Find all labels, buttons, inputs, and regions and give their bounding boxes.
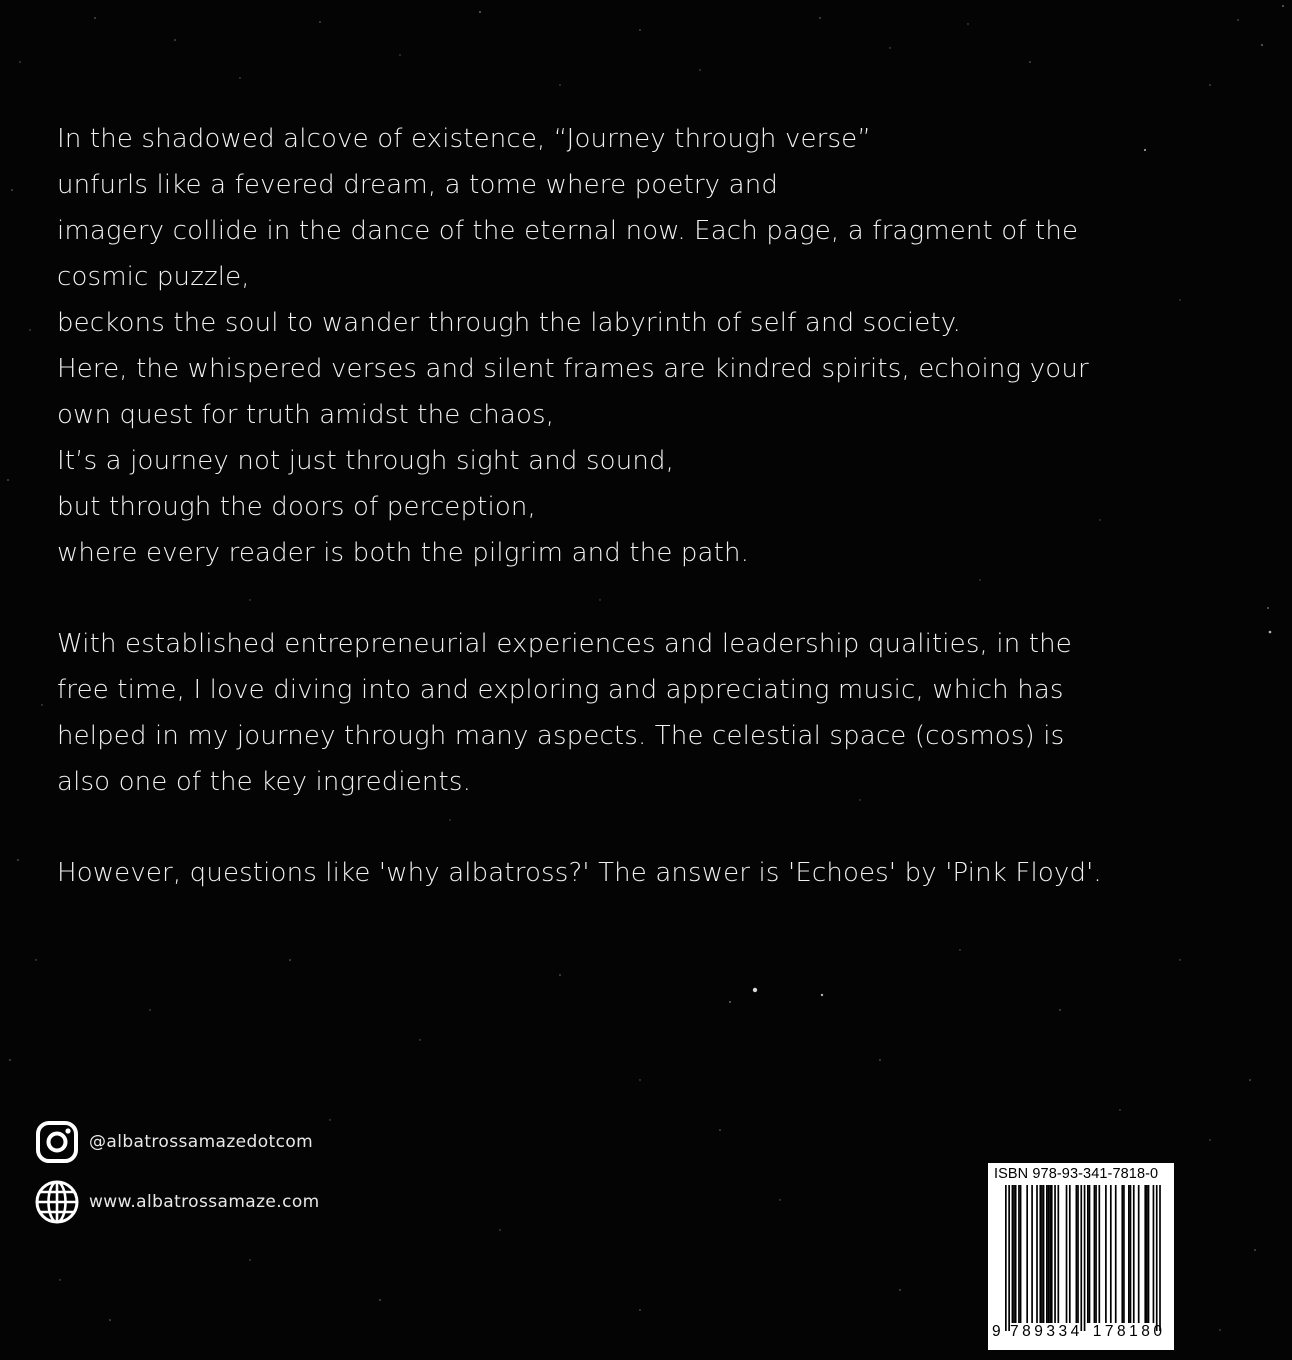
blurb-line: free time, I love diving into and exploring and appreciating music, which has [57, 675, 1064, 705]
barcode-bar [1039, 1185, 1041, 1323]
barcode-bar [1148, 1185, 1150, 1323]
barcode-bar [1066, 1185, 1068, 1323]
blurb-line: unfurls like a fevered dream, a tome where poetry and [57, 170, 778, 200]
blurb-paragraph-1 [57, 116, 1267, 576]
barcode-bar [1146, 1185, 1148, 1323]
globe-icon [34, 1179, 80, 1225]
blurb-line: In the shadowed alcove of existence, “Journey through verse” [57, 124, 871, 154]
barcode-bar [1046, 1185, 1048, 1323]
barcode-bar [1089, 1185, 1091, 1323]
website-url[interactable]: www.albatrossamaze.com [89, 1192, 320, 1212]
barcode-bar [1138, 1185, 1140, 1323]
social-links [34, 1118, 320, 1238]
blurb-line: also one of the key ingredients. [57, 767, 471, 797]
barcode-bar [1051, 1185, 1053, 1323]
blurb-line: It’s a journey not just through sight and sound, [57, 446, 675, 476]
blurb-line: Here, the whispered verses and silent frames are kindred spirits, echoing your [57, 354, 1089, 384]
barcode-bar [1043, 1185, 1045, 1323]
barcode-digits-left: 789334 [1010, 1323, 1083, 1340]
blurb-line: imagery collide in the dance of the eternal now. Each page, a fragment of the [57, 216, 1079, 246]
blurb-paragraph-2 [57, 621, 1267, 805]
instagram-icon [34, 1119, 80, 1165]
barcode-bar [1094, 1185, 1096, 1323]
barcode-bar [1110, 1185, 1112, 1323]
blurb-line: With established entrepreneurial experiences and leadership qualities, in the [57, 629, 1072, 659]
blurb-line: but through the doors of perception, [57, 492, 536, 522]
barcode-bar [1128, 1185, 1130, 1323]
instagram-handle[interactable]: @albatrossamazedotcom [89, 1132, 314, 1152]
barcode-bar [1036, 1185, 1038, 1323]
barcode-guard-bar [1005, 1185, 1007, 1331]
barcode-bar [1049, 1185, 1051, 1323]
blurb-paragraph-3 [57, 850, 1267, 896]
barcode-bar [1018, 1185, 1020, 1323]
isbn-label: ISBN 978-93-341-7818-0 [994, 1166, 1159, 1182]
barcode-bar [1026, 1185, 1028, 1323]
blurb-line: own quest for truth amidst the chaos, [57, 400, 555, 430]
barcode-bar [1087, 1185, 1089, 1323]
blurb-line: helped in my journey through many aspects. The celestial space (cosmos) is [57, 721, 1065, 751]
barcode-bar [1048, 1185, 1050, 1323]
barcode-bar [1057, 1185, 1059, 1323]
barcode-digit-first: 9 [992, 1323, 1001, 1340]
barcode-bar [1015, 1185, 1017, 1323]
isbn-barcode-box [988, 1163, 1174, 1350]
barcode-bar [1123, 1185, 1125, 1323]
blurb-line: where every reader is both the pilgrim and the path. [57, 538, 750, 568]
barcode-guard-bar [1159, 1185, 1161, 1331]
back-cover-blurb [57, 116, 1267, 896]
instagram-link[interactable] [34, 1118, 320, 1166]
barcode-digits-right: 178180 [1092, 1323, 1166, 1340]
barcode-bar [1031, 1185, 1033, 1323]
website-link[interactable] [34, 1178, 320, 1226]
barcode-digits [992, 1323, 1165, 1341]
barcode [988, 1163, 1174, 1350]
barcode-bar [1095, 1185, 1097, 1323]
barcode-bar [1012, 1185, 1014, 1323]
barcode-bar [1054, 1185, 1056, 1323]
barcode-guard-bar [1084, 1185, 1086, 1331]
blurb-line: However, questions like 'why albatross?' The answer is 'Echoes' by 'Pink Floyd'. [57, 858, 1102, 888]
barcode-bar [1041, 1185, 1043, 1323]
barcode-bar [1105, 1185, 1107, 1323]
barcode-bar [1130, 1185, 1132, 1323]
barcode-bar [1020, 1185, 1022, 1323]
barcode-bar [1153, 1185, 1155, 1323]
barcode-guard-bar [1008, 1185, 1010, 1331]
barcode-bar [1121, 1185, 1123, 1323]
barcode-bar [1013, 1185, 1015, 1323]
barcode-bar [1098, 1185, 1100, 1323]
blurb-line: cosmic puzzle, [57, 262, 250, 292]
barcode-bar [1144, 1185, 1146, 1323]
barcode-bar [1115, 1185, 1117, 1323]
barcode-bar [1133, 1185, 1135, 1323]
blurb-line: beckons the soul to wander through the labyrinth of self and society. [57, 308, 961, 338]
barcode-guard-bar [1080, 1185, 1082, 1331]
barcode-bar [1077, 1185, 1079, 1323]
barcode-bar [1069, 1185, 1071, 1323]
barcode-bar [1076, 1185, 1078, 1323]
barcode-guard-bar [1156, 1185, 1158, 1331]
